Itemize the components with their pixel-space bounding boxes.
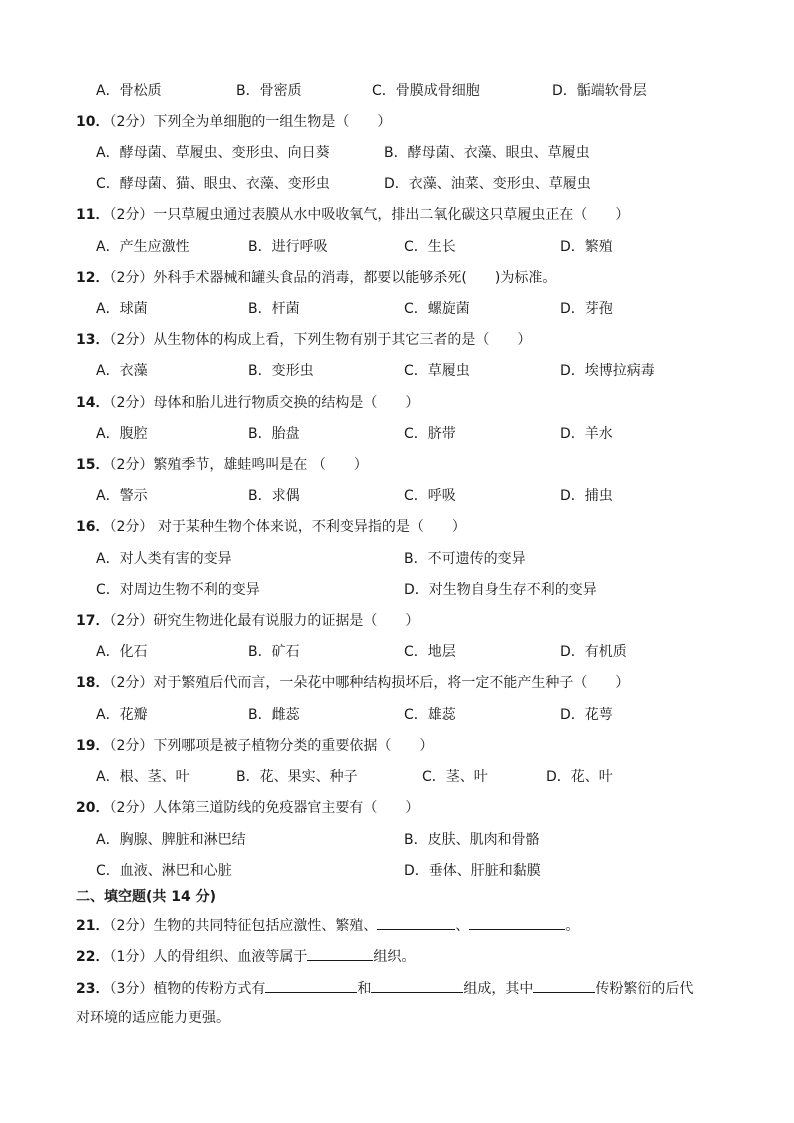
question-stem: 对于繁殖后代而言，一朵花中哪种结构损坏后，将一定不能产生种子（ ） <box>153 675 630 691</box>
q9-option-b: B．骨密质 <box>236 83 302 99</box>
question-stem: 一只草履虫通过表膜从水中吸收氧气，排出二氧化碳这只草履虫正在（ ） <box>153 207 630 223</box>
q11-option-d: D．繁殖 <box>560 239 613 255</box>
q16-options-row1 <box>96 548 794 570</box>
question-number: 11． <box>76 207 110 223</box>
question-score: （2分） <box>109 114 154 130</box>
question-number: 18． <box>76 675 110 691</box>
q20-option-b: B．皮肤、肌肉和骨骼 <box>404 832 540 848</box>
question-text-4: 传粉繁衍的后代 <box>595 981 694 997</box>
question-score: （2分） <box>109 270 154 286</box>
question-text: 人的骨组织、血液等属于 <box>153 949 308 965</box>
question-number: 14． <box>76 395 110 411</box>
q15-option-a: A．警示 <box>96 488 148 504</box>
q16-option-d: D．对生物自身生存不利的变异 <box>404 582 597 598</box>
question-15 <box>76 454 794 476</box>
question-number: 16． <box>76 519 110 535</box>
question-stem: 下列全为单细胞的一组生物是（ ） <box>153 114 392 130</box>
q19-option-b: B．花、果实、种子 <box>236 769 358 785</box>
question-14 <box>76 392 794 414</box>
question-13 <box>76 329 794 351</box>
question-text-end: 。 <box>565 918 580 934</box>
q12-options <box>96 298 794 320</box>
q19-option-c: C．茎、叶 <box>422 769 488 785</box>
question-score: （2分） <box>109 613 154 629</box>
question-19 <box>76 735 794 757</box>
question-11 <box>76 204 794 226</box>
q18-option-a: A．花瓣 <box>96 707 148 723</box>
question-text: 植物的传粉方式有 <box>153 981 266 997</box>
question-18 <box>76 672 794 694</box>
q10-option-a: A．酵母菌、草履虫、变形虫、向日葵 <box>96 145 330 161</box>
question-stem: 下列哪项是被子植物分类的重要依据（ ） <box>153 738 434 754</box>
q17-options <box>96 641 794 663</box>
q20-option-d: D．垂体、肝脏和黏膜 <box>404 863 541 879</box>
q14-option-a: A．腹腔 <box>96 426 148 442</box>
q12-option-d: D．芽孢 <box>560 301 613 317</box>
question-score: （2分） <box>109 332 154 348</box>
answer-blank[interactable] <box>469 913 565 930</box>
answer-blank[interactable] <box>377 913 455 930</box>
q17-option-d: D．有机质 <box>560 644 627 660</box>
question-17 <box>76 610 794 632</box>
question-21 <box>76 913 794 935</box>
q9-option-c: C．骨膜成骨细胞 <box>372 83 480 99</box>
question-22 <box>76 944 794 966</box>
q9-option-d: D．骺端软骨层 <box>552 83 647 99</box>
question-text-3: 组成，其中 <box>463 981 534 997</box>
q18-option-d: D．花萼 <box>560 707 613 723</box>
q16-options-row2 <box>96 579 794 601</box>
q11-option-b: B．进行呼吸 <box>248 239 328 255</box>
question-stem: 研究生物进化最有说服力的证据是（ ） <box>153 613 420 629</box>
question-23 <box>76 976 794 998</box>
question-16 <box>76 516 794 538</box>
separator: 、 <box>455 918 470 934</box>
question-score: （2分） <box>109 519 154 535</box>
q9-options <box>96 80 794 102</box>
q17-option-a: A．化石 <box>96 644 148 660</box>
question-number: 10． <box>76 114 110 130</box>
q19-option-a: A．根、茎、叶 <box>96 769 190 785</box>
q11-option-a: A．产生应激性 <box>96 239 190 255</box>
question-text: 生物的共同特征包括应激性、繁殖、 <box>153 918 378 934</box>
question-number: 23． <box>76 981 110 997</box>
question-number: 17． <box>76 613 110 629</box>
question-text-2: 和 <box>357 981 372 997</box>
q20-options-row2 <box>96 860 794 882</box>
q18-option-b: B．雌蕊 <box>248 707 300 723</box>
q16-option-a: A．对人类有害的变异 <box>96 551 232 567</box>
q13-option-b: B．变形虫 <box>248 363 314 379</box>
question-score: （2分） <box>109 457 154 473</box>
q13-option-c: C．草履虫 <box>404 363 470 379</box>
question-score: （3分） <box>109 981 154 997</box>
q19-options <box>96 766 794 788</box>
question-stem: 从生物体的构成上看，下列生物有别于其它三者的是（ ） <box>153 332 532 348</box>
q16-option-b: B．不可遗传的变异 <box>404 551 526 567</box>
q19-option-d: D．花、叶 <box>546 769 613 785</box>
question-number: 19． <box>76 738 110 754</box>
q13-option-a: A．衣藻 <box>96 363 148 379</box>
q12-option-c: C．螺旋菌 <box>404 301 470 317</box>
q10-options-row2 <box>96 173 794 195</box>
question-stem: 繁殖季节，雄蛙鸣叫是在 （ ） <box>153 457 368 473</box>
question-score: （2分） <box>109 207 154 223</box>
section-title-fill-in: 二、填空题(共 14 分) <box>76 889 217 905</box>
q20-option-a: A．胸腺、脾脏和淋巴结 <box>96 832 246 848</box>
question-score: （1分） <box>109 949 154 965</box>
q17-option-c: C．地层 <box>404 644 456 660</box>
q10-option-c: C．酵母菌、猫、眼虫、衣藻、变形虫 <box>96 176 330 192</box>
q15-options <box>96 485 794 507</box>
question-stem: 外科手术器械和罐头食品的消毒，都要以能够杀死( )为标准。 <box>153 270 557 286</box>
question-stem: 人体第三道防线的免疫器官主要有（ ） <box>153 800 420 816</box>
question-number: 21． <box>76 918 110 934</box>
q14-option-b: B．胎盘 <box>248 426 300 442</box>
question-text-end: 组织。 <box>373 949 416 965</box>
question-number: 22． <box>76 949 110 965</box>
q20-options-row1 <box>96 829 794 851</box>
question-score: （2分） <box>109 395 154 411</box>
q14-option-d: D．羊水 <box>560 426 613 442</box>
q18-option-c: C．雄蕊 <box>404 707 456 723</box>
question-number: 15． <box>76 457 110 473</box>
q18-options <box>96 704 794 726</box>
question-score: （2分） <box>109 918 154 934</box>
question-number: 20． <box>76 800 110 816</box>
question-score: （2分） <box>109 675 154 691</box>
q10-option-b: B．酵母菌、衣藻、眼虫、草履虫 <box>384 145 590 161</box>
answer-blank[interactable] <box>533 976 595 993</box>
q15-option-d: D．捕虫 <box>560 488 613 504</box>
q16-option-c: C．对周边生物不利的变异 <box>96 582 260 598</box>
q14-options <box>96 423 794 445</box>
question-score: （2分） <box>109 800 154 816</box>
q15-option-c: C．呼吸 <box>404 488 456 504</box>
answer-blank[interactable] <box>371 976 463 993</box>
q15-option-b: B．求偶 <box>248 488 300 504</box>
question-23-line2: 对环境的适应能力更强。 <box>76 1010 230 1026</box>
question-score: （2分） <box>109 738 154 754</box>
question-20 <box>76 797 794 819</box>
q14-option-c: C．脐带 <box>404 426 456 442</box>
question-stem: 对于某种生物个体来说，不利变异指的是（ ） <box>153 519 466 535</box>
question-number: 13． <box>76 332 110 348</box>
q11-option-c: C．生长 <box>404 239 456 255</box>
q10-options-row1 <box>96 142 794 164</box>
q17-option-b: B．矿石 <box>248 644 300 660</box>
q11-options <box>96 236 794 258</box>
q9-option-a: A．骨松质 <box>96 83 162 99</box>
question-stem: 母体和胎儿进行物质交换的结构是（ ） <box>153 395 420 411</box>
q12-option-a: A．球菌 <box>96 301 148 317</box>
q10-option-d: D．衣藻、油菜、变形虫、草履虫 <box>384 176 591 192</box>
question-10 <box>76 111 794 133</box>
q12-option-b: B．杆菌 <box>248 301 300 317</box>
q13-options <box>96 360 794 382</box>
q20-option-c: C．血液、淋巴和心脏 <box>96 863 232 879</box>
question-12 <box>76 267 794 289</box>
q13-option-d: D．埃博拉病毒 <box>560 363 655 379</box>
question-number: 12． <box>76 270 110 286</box>
answer-blank[interactable] <box>265 976 357 993</box>
answer-blank[interactable] <box>307 944 373 961</box>
